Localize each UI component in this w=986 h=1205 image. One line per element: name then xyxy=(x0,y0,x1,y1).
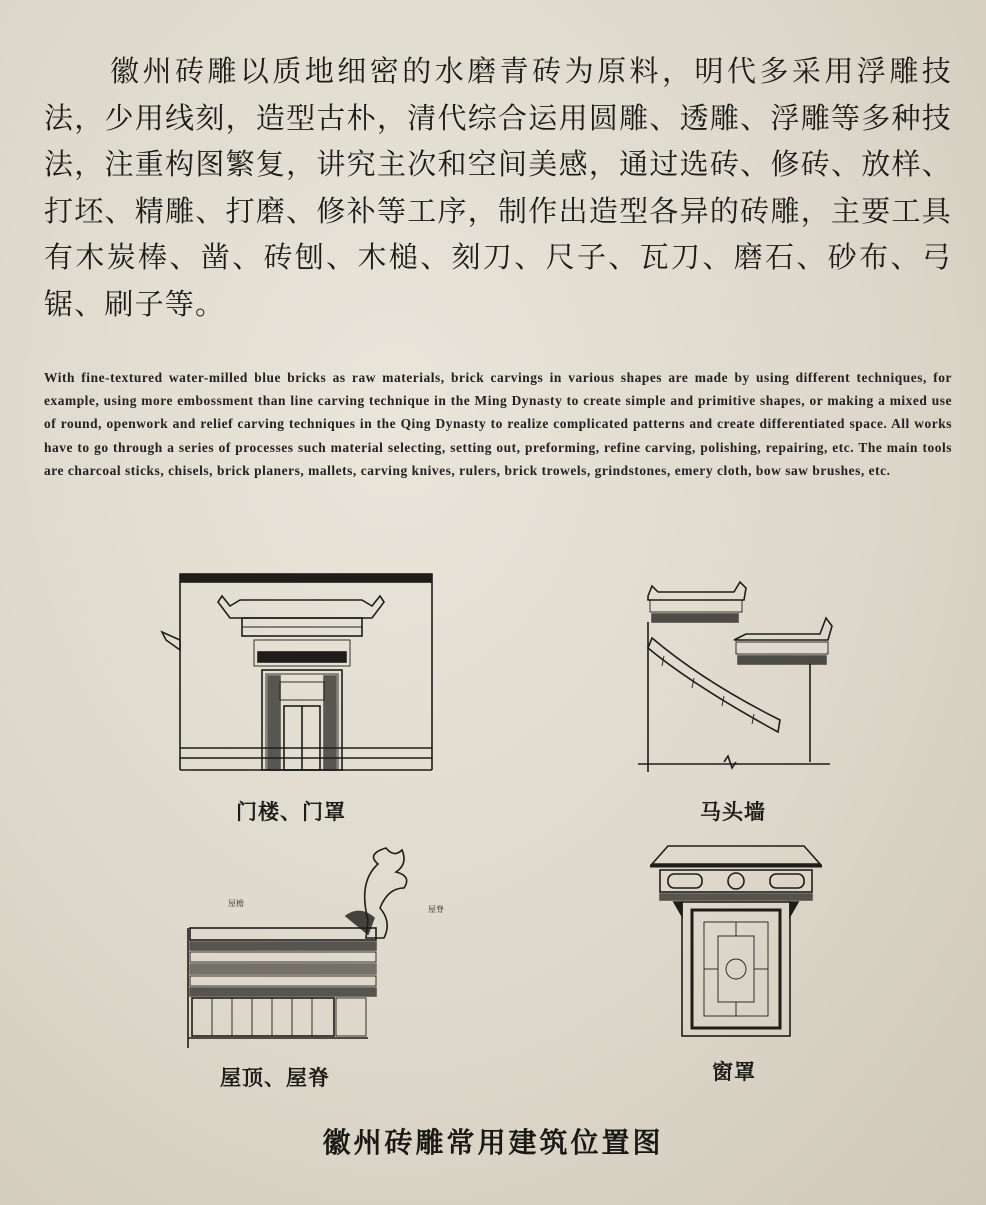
window-hood-caption: 窗罩 xyxy=(712,1060,756,1084)
intro-english-paragraph: With fine-textured water-milled blue bricks as raw materials, brick carvings in various shapes are made by using different techniques, for example, using more embossment than line carving technique in the Ming Dynasty to create simple and primitive shapes, or making a mixed use of round, openwork and relief carving techniques in the Qing Dynasty to realize complicated patterns and create differentiated space. All works have to go through a series of processes such material selecting, setting out, preforming, refine carving, polishing, repairing, etc. The main tools are charcoal sticks, chisels, brick planers, mallets, carving knives, rulers, brick trowels, grindstones, emery cloth, bow saw brushes, etc. xyxy=(44,370,952,478)
diagram-title: 徽州砖雕常用建筑位置图 xyxy=(322,1126,664,1159)
eave-label: 屋檐 xyxy=(228,899,244,908)
ridge-label: 屋脊 xyxy=(428,905,444,914)
gate-tower-caption: 门楼、门罩 xyxy=(236,800,346,824)
horse-head-wall-illustration xyxy=(634,566,844,776)
window-hood-illustration xyxy=(646,838,826,1038)
gate-tower-illustration xyxy=(158,570,458,780)
roof-ridge-caption: 屋顶、屋脊 xyxy=(220,1066,330,1090)
roof-ridge-illustration xyxy=(182,842,418,1052)
horse-head-wall-caption: 马头墙 xyxy=(700,800,766,824)
intro-chinese-paragraph: 徽州砖雕以质地细密的水磨青砖为原料，明代多采用浮雕技法，少用线刻，造型古朴，清代综合运用圆雕、透雕、浮雕等多种技法，注重构图繁复，讲究主次和空间美感，通过选砖、修砖、放样、打坯、精雕、打磨、修补等工序，制作出造型各异的砖雕，主要工具有木炭棒、凿、砖刨、木槌、刻刀、尺子、瓦刀、磨石、砂布、弓锯、刷子等。 xyxy=(44,54,952,321)
